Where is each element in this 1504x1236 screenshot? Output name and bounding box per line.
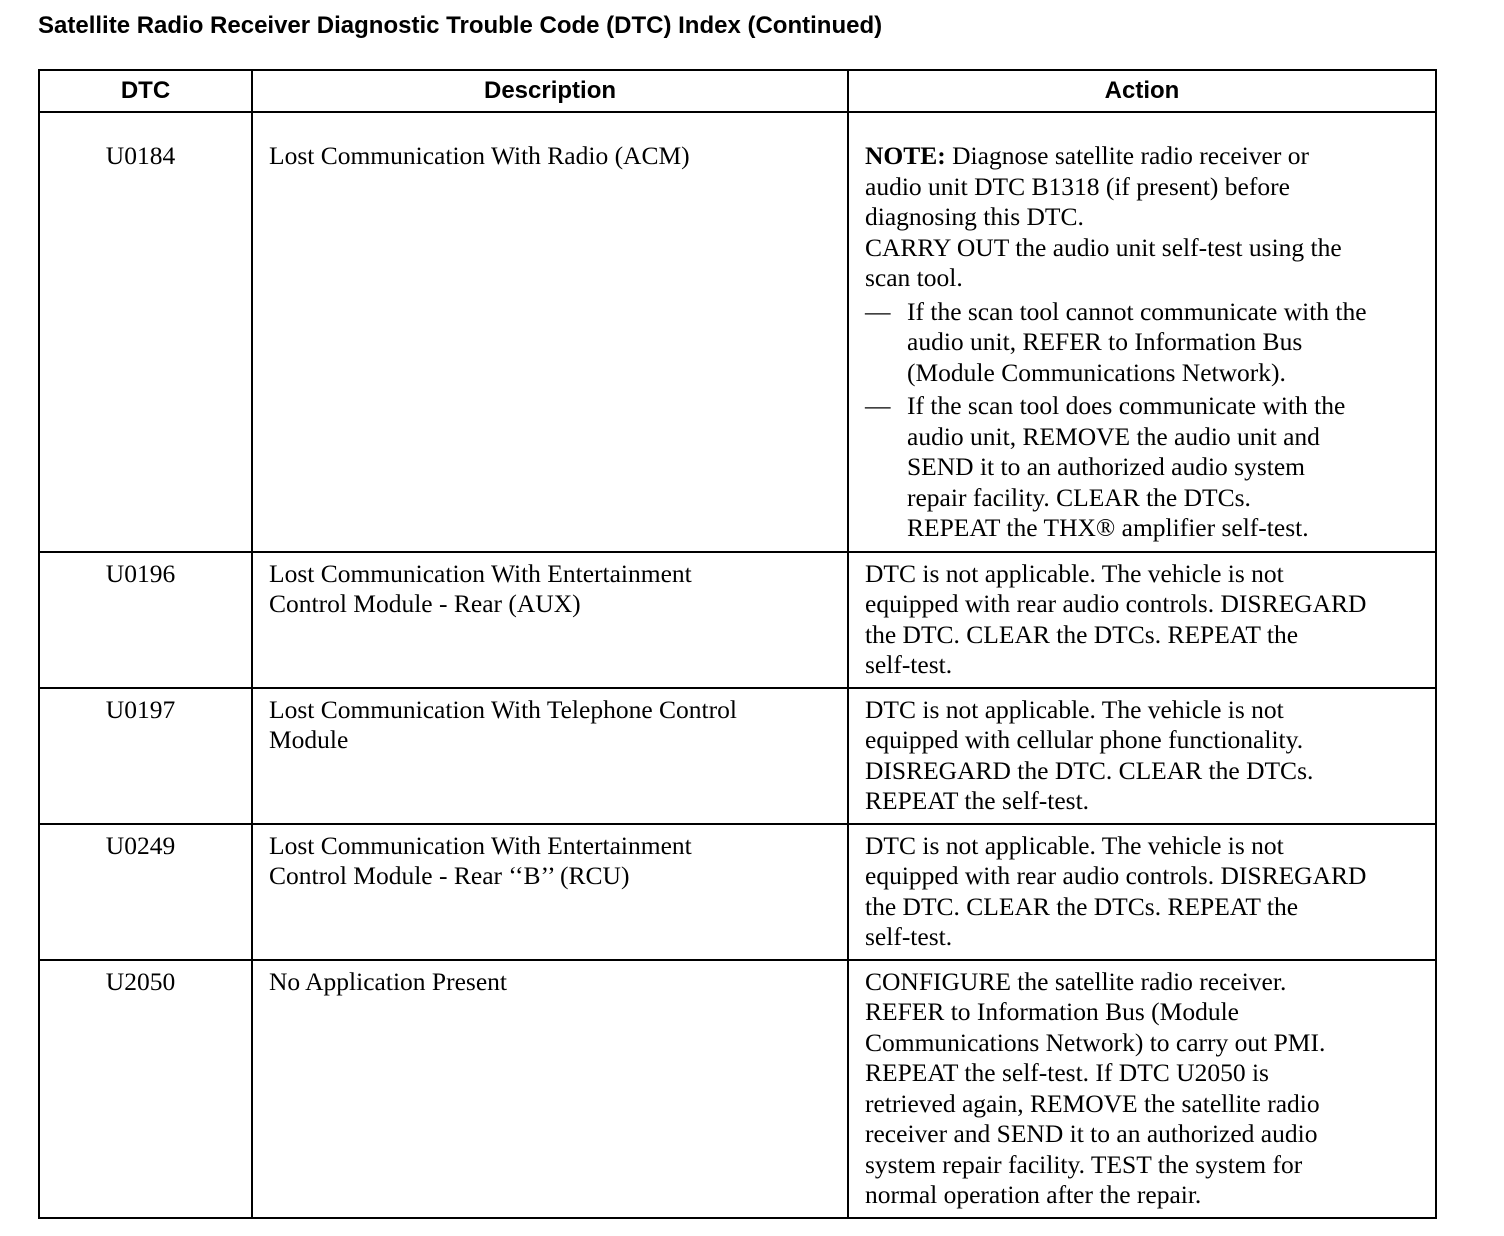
action-line: diagnosing this DTC.: [865, 202, 1084, 231]
table-row: [39, 960, 1436, 1218]
column-header-dtc: DTC: [39, 70, 252, 112]
description-line: Lost Communication With Entertainment: [269, 558, 692, 588]
description-line: Lost Communication With Radio (ACM): [269, 141, 690, 170]
dtc-cell: U2050: [39, 960, 252, 1218]
action-line: the DTC. CLEAR the DTCs. REPEAT the: [865, 619, 1299, 649]
action-line: DTC is not applicable. The vehicle is not: [865, 830, 1284, 860]
action-line: DTC is not applicable. The vehicle is not: [865, 694, 1284, 724]
table-body: [39, 112, 1436, 1218]
description-line: Control Module - Rear ‘‘B’’ (RCU): [269, 861, 630, 890]
action-cell: [848, 824, 1436, 960]
note-text: Diagnose satellite radio receiver or: [945, 141, 1309, 170]
description-line: Lost Communication With Telephone Control: [269, 694, 737, 724]
action-line: scan tool.: [865, 263, 963, 292]
action-line: (Module Communications Network).: [907, 357, 1286, 387]
action-line: equipped with rear audio controls. DISREGARD: [865, 861, 1367, 890]
action-line: CONFIGURE the satellite radio receiver.: [865, 966, 1287, 996]
action-line: receiver and SEND it to an authorized audio: [865, 1119, 1318, 1148]
description-cell: [252, 824, 848, 960]
dtc-cell: U0197: [39, 688, 252, 824]
table-row: [39, 824, 1436, 960]
action-line: equipped with cellular phone functionality.: [865, 725, 1304, 754]
dash-marker: —: [865, 391, 891, 420]
action-line: self-test.: [865, 922, 953, 951]
action-line: CARRY OUT the audio unit self-test using the: [865, 232, 1342, 262]
bullet-text: [907, 297, 1367, 389]
action-line: audio unit, REMOVE the audio unit and: [907, 421, 1320, 451]
page-title: Satellite Radio Receiver Diagnostic Trouble Code (DTC) Index (Continued): [38, 12, 883, 39]
dtc-index-table: [38, 69, 1437, 1219]
description-line: Module: [269, 725, 349, 754]
description-cell: [252, 552, 848, 688]
action-line: audio unit, REFER to Information Bus: [907, 327, 1303, 356]
column-header-action: Action: [848, 70, 1436, 112]
action-line: REPEAT the self-test. If DTC U2050 is: [865, 1058, 1269, 1087]
action-line: audio unit DTC B1318 (if present) before: [865, 171, 1290, 201]
dash-marker: —: [865, 296, 891, 326]
action-line: normal operation after the repair.: [865, 1180, 1202, 1209]
action-cell: [848, 552, 1436, 688]
action-cell: [848, 112, 1436, 552]
action-line: DISREGARD the DTC. CLEAR the DTCs.: [865, 755, 1314, 785]
description-cell: [252, 688, 848, 824]
table-header-row: [39, 70, 1436, 112]
action-line: Communications Network) to carry out PMI.: [865, 1027, 1326, 1057]
column-header-description: Description: [252, 70, 848, 112]
table-row: [39, 112, 1436, 552]
action-line: REPEAT the self-test.: [865, 786, 1090, 815]
action-line: system repair facility. TEST the system for: [865, 1149, 1303, 1179]
action-line: If the scan tool does communicate with the: [907, 391, 1346, 420]
table-row: [39, 552, 1436, 688]
dtc-cell: U0196: [39, 552, 252, 688]
action-line: SEND it to an authorized audio system: [907, 452, 1306, 481]
table-row: [39, 688, 1436, 824]
action-line: If the scan tool cannot communicate with the: [907, 296, 1367, 326]
action-line: repair facility. CLEAR the DTCs.: [907, 482, 1251, 512]
action-line: REFER to Information Bus (Module: [865, 997, 1239, 1026]
dtc-cell: U0249: [39, 824, 252, 960]
action-line: self-test.: [865, 650, 953, 679]
bullet-text: [907, 391, 1345, 544]
action-line: REPEAT the THX® amplifier self-test.: [907, 513, 1309, 542]
description-cell: [252, 112, 848, 552]
action-line: equipped with rear audio controls. DISREGARD: [865, 589, 1367, 618]
description-line: Control Module - Rear (AUX): [269, 589, 581, 618]
action-line: [865, 141, 1427, 172]
action-bullet-item: [865, 297, 1427, 389]
dtc-cell: U0184: [39, 112, 252, 552]
description-line: Lost Communication With Entertainment: [269, 830, 692, 860]
description-line: No Application Present: [269, 966, 507, 996]
note-label: NOTE:: [865, 141, 946, 170]
action-line: the DTC. CLEAR the DTCs. REPEAT the: [865, 891, 1299, 921]
action-cell: [848, 688, 1436, 824]
action-cell: [848, 960, 1436, 1218]
action-line: DTC is not applicable. The vehicle is not: [865, 558, 1284, 588]
action-bullet-item: [865, 391, 1427, 544]
action-line: retrieved again, REMOVE the satellite radio: [865, 1088, 1320, 1118]
description-cell: [252, 960, 848, 1218]
